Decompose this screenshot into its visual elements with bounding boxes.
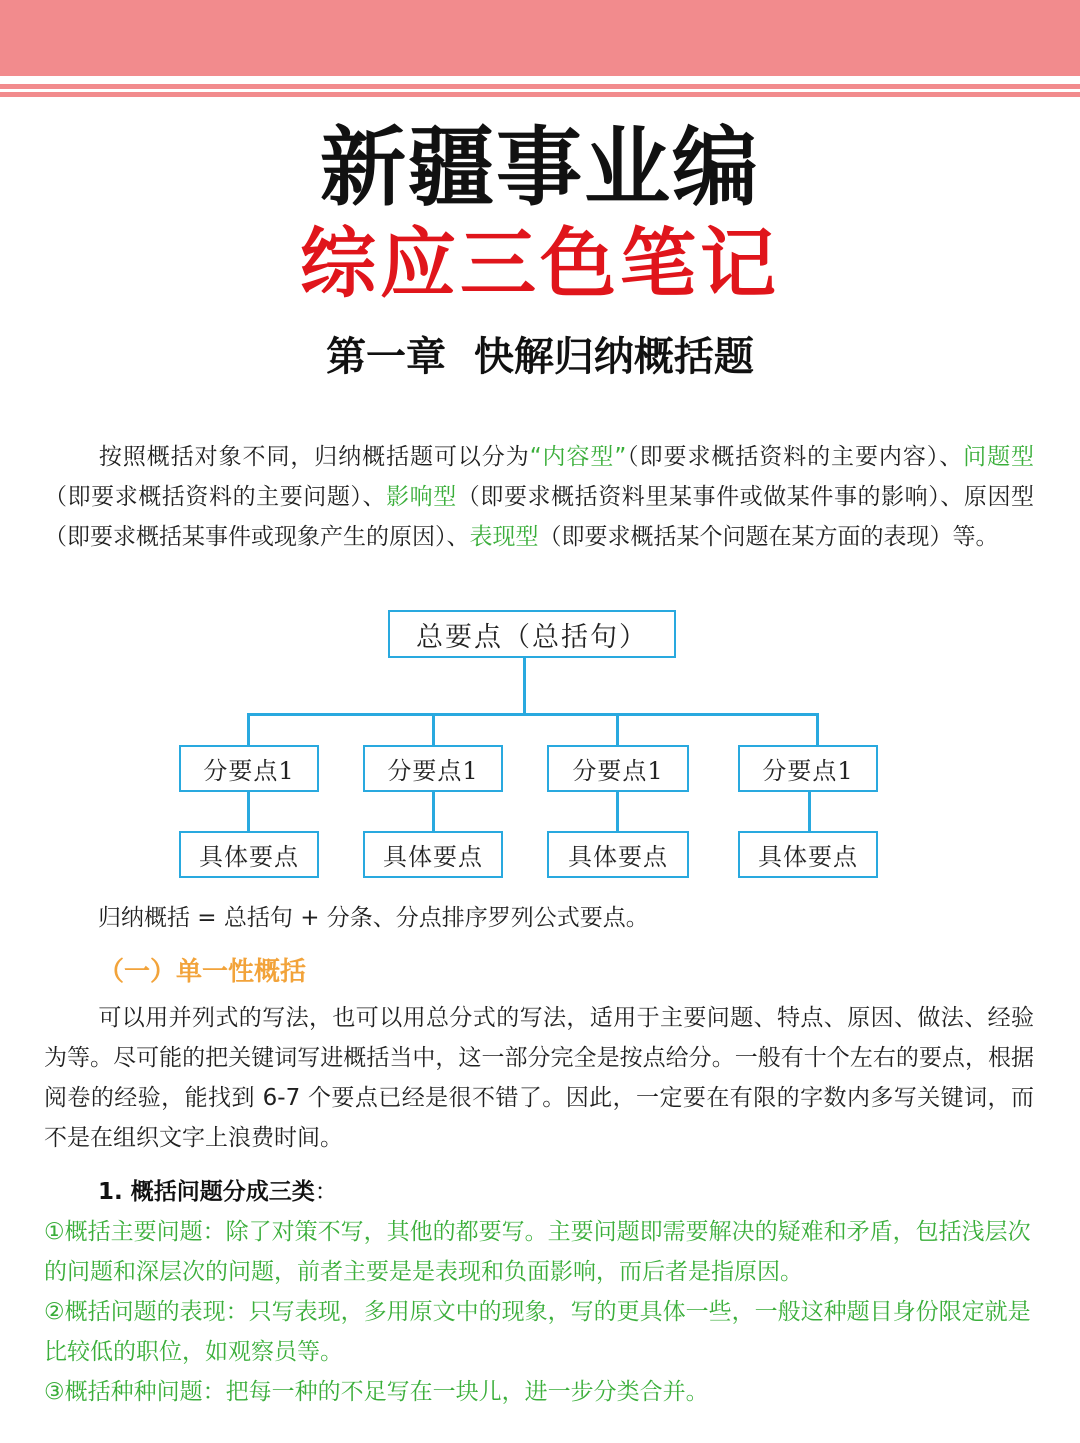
chapter-title: 第一章 快解归纳概括题 xyxy=(326,334,754,380)
leaf-node: 具体要点 xyxy=(547,831,689,878)
list-item: ②概括问题的表现：只写表现，多用原文中的现象，写的更具体一些，一般这种题目身份限定就是比较低的职位，如观察员等。 xyxy=(44,1299,1031,1365)
page-subtitle: 综应三色笔记 xyxy=(300,219,780,308)
sub-heading: 1. 概括问题分成三类： xyxy=(98,1179,338,1205)
leaf-node: 具体要点 xyxy=(738,831,878,878)
section-heading: （一）单一性概括 xyxy=(98,957,307,987)
connector-line xyxy=(247,713,819,716)
leaf-node: 具体要点 xyxy=(363,831,503,878)
type-content: “内容型” xyxy=(529,444,627,470)
header-band xyxy=(0,0,1080,76)
root-node: 总要点（总括句） xyxy=(388,610,676,658)
connector-line xyxy=(247,713,250,747)
branch-node: 分要点1 xyxy=(363,745,503,792)
connector-line xyxy=(808,790,811,833)
section-body: 可以用并列式的写法，也可以用总分式的写法，适用于主要问题、特点、原因、做法、经验为等。尽可能的把关键词写进概括当中，这一部分完全是按点给分。一般有十个左右的要点，根据阅卷的经验，能找到 6-7 个要点已经是很不错了。因此，一定要在有限的字数内多写关键词，而不是在组织文字上浪费时间。 xyxy=(44,1005,1034,1151)
intro-paragraph: 按照概括对象不同，归纳概括题可以分为“内容型”（即要求概括资料的主要内容）、问题型（即要求概括资料的主要问题）、影响型（即要求概括资料里某事件或做某件事的影响）、原因型（即要求概括某事件或现象产生的原因）、表现型（即要求概括某个问题在某方面的表现）等。 xyxy=(44,444,1035,550)
type-impact: 影响型 xyxy=(386,484,457,510)
branch-node: 分要点1 xyxy=(547,745,689,792)
connector-line xyxy=(432,790,435,833)
connector-line xyxy=(523,656,526,716)
connector-line xyxy=(616,713,619,747)
connector-line xyxy=(616,790,619,833)
type-problem: 问题型 xyxy=(963,444,1035,470)
branch-node: 分要点1 xyxy=(179,745,319,792)
branch-node: 分要点1 xyxy=(738,745,878,792)
type-manifestation: 表现型 xyxy=(469,524,539,550)
list-item: ③概括种种问题：把每一种的不足写在一块儿，进一步分类合并。 xyxy=(44,1379,709,1405)
header-rule xyxy=(0,84,1080,89)
leaf-node: 具体要点 xyxy=(179,831,319,878)
header-rule xyxy=(0,92,1080,97)
formula-text: 归纳概括 = 总括句 + 分条、分点排序罗列公式要点。 xyxy=(98,905,649,931)
connector-line xyxy=(816,713,819,747)
list-item: ①概括主要问题：除了对策不写，其他的都要写。主要问题即需要解决的疑难和矛盾，包括浅层次的问题和深层次的问题，前者主要是是表现和负面影响，而后者是指原因。 xyxy=(44,1219,1031,1285)
connector-line xyxy=(247,790,250,833)
page-title: 新疆事业编 xyxy=(320,117,760,218)
connector-line xyxy=(432,713,435,747)
